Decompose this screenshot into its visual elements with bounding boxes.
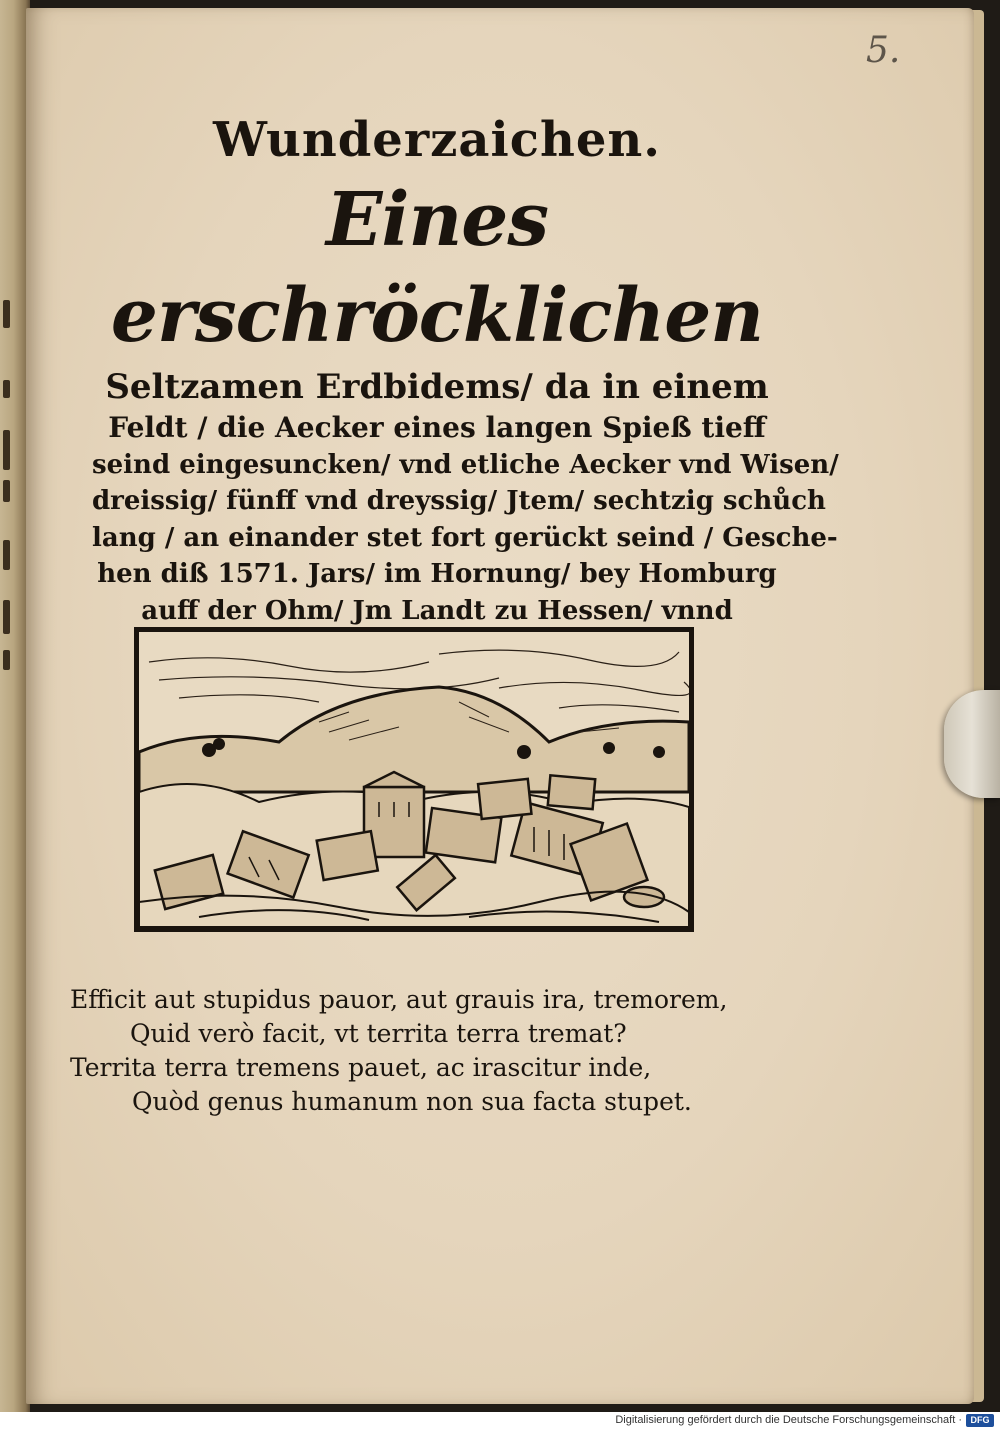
earthquake-woodcut-image bbox=[139, 632, 689, 927]
verse-line-2: Quid verò facit, vt territa terra tremat? bbox=[130, 1019, 627, 1048]
verse-line-4: Quòd genus humanum non sua facta stupet. bbox=[132, 1087, 692, 1116]
title-line-7: lang / an einander stet fort gerückt seind / Gesche- bbox=[92, 522, 838, 553]
dfg-logo: DFG bbox=[966, 1414, 994, 1427]
verse-line-3: Territa terra tremens pauet, ac irascitur inde, bbox=[70, 1053, 652, 1082]
title-line-6: dreissig/ fünff vnd dreyssig/ Jtem/ sechtzig schůch bbox=[92, 486, 826, 516]
page-clip bbox=[944, 690, 1000, 798]
title-line-4: Feldt / die Aecker eines langen Spieß tieff bbox=[108, 411, 766, 444]
title-line-5: seind eingesuncken/ vnd etliche Aecker vnd Wisen/ bbox=[92, 449, 839, 480]
verse-line-1: Efficit aut stupidus pauor, aut grauis ira, tremorem, bbox=[70, 985, 728, 1014]
title-line-8: hen diß 1571. Jars/ im Hornung/ bey Homburg bbox=[97, 559, 777, 589]
title-line-2: Eines erschröcklichen bbox=[110, 177, 764, 359]
latin-verse bbox=[70, 983, 770, 1119]
page-number: 5. bbox=[866, 30, 901, 71]
title-line-9: auff der Ohm/ Jm Landt zu Hessen/ vnnd bbox=[141, 595, 733, 626]
funding-credit: Digitalisierung gefördert durch die Deutsche Forschungsgemeinschaft · bbox=[615, 1414, 962, 1426]
title-line-1: Wunderzaichen. bbox=[212, 112, 661, 168]
title-line-3: Seltzamen Erdbidems/ da in einem bbox=[105, 367, 769, 407]
woodcut-illustration bbox=[134, 627, 694, 932]
